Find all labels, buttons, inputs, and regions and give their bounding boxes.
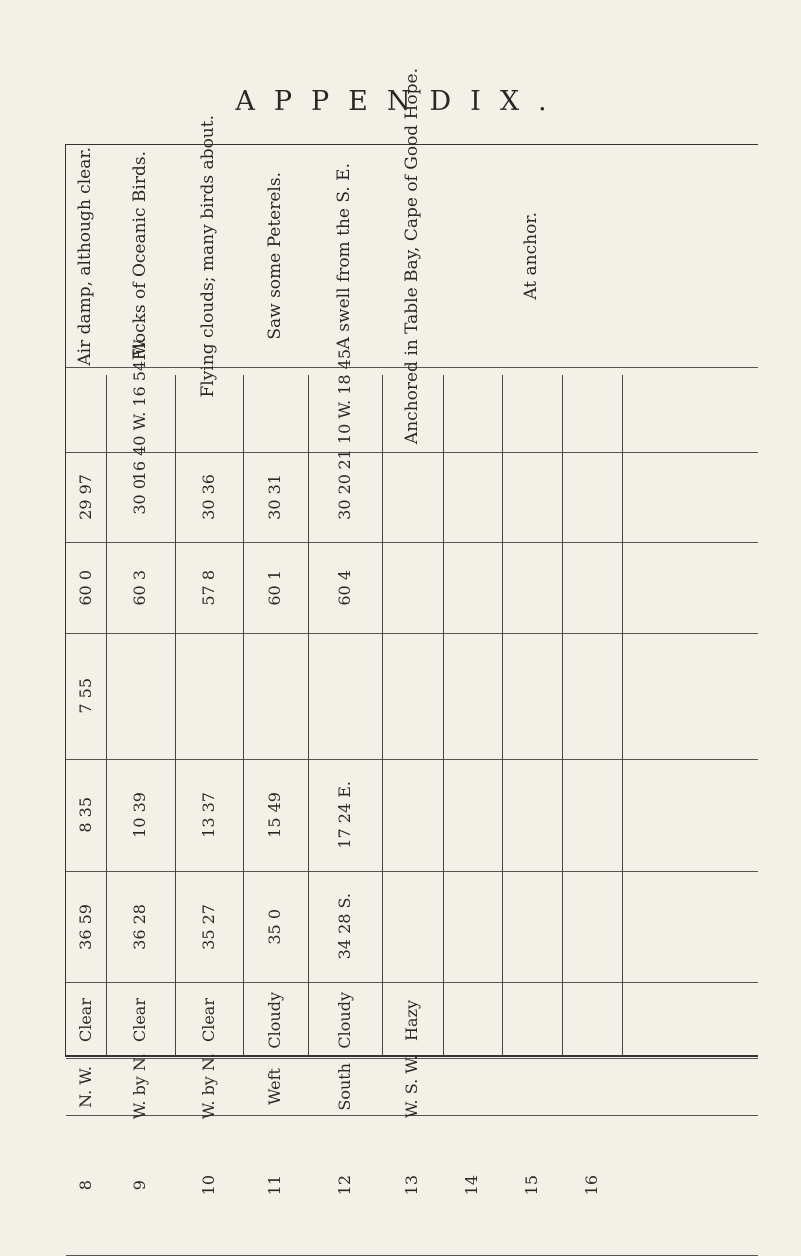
table-cell bbox=[66, 759, 106, 871]
table-cell bbox=[562, 1115, 622, 1255]
table-cell bbox=[308, 633, 382, 759]
table-cell bbox=[502, 542, 562, 633]
table-cell bbox=[382, 367, 443, 452]
table-cell bbox=[308, 349, 382, 470]
cell-text: 7 55 bbox=[75, 678, 95, 714]
table-row-longitude bbox=[66, 759, 758, 872]
table-cell bbox=[443, 367, 502, 452]
cell-text: 13 37 bbox=[198, 792, 218, 838]
table-cell bbox=[308, 982, 382, 1058]
column-rule bbox=[562, 375, 563, 1055]
table-cell bbox=[243, 759, 308, 871]
cell-text: 30 31 bbox=[265, 474, 285, 520]
table-cell bbox=[175, 542, 243, 633]
cell-text: 60 3 bbox=[130, 569, 150, 606]
table-cell bbox=[502, 145, 562, 367]
page-title: APPENDIX. bbox=[235, 86, 566, 117]
table-cell bbox=[502, 633, 562, 759]
table-cell bbox=[66, 367, 106, 452]
table-cell bbox=[382, 982, 443, 1058]
table-cell bbox=[562, 759, 622, 871]
table-cell bbox=[243, 542, 308, 633]
column-rule bbox=[382, 375, 383, 1055]
table-cell bbox=[66, 982, 106, 1058]
cell-text: 30 20 bbox=[334, 474, 354, 520]
table-cell bbox=[175, 633, 243, 759]
table-row-unused bbox=[66, 633, 758, 760]
table-cell bbox=[243, 982, 308, 1058]
table-cell bbox=[382, 871, 443, 982]
table-cell bbox=[562, 633, 622, 759]
table-cell bbox=[66, 1058, 106, 1115]
table-cell bbox=[175, 114, 243, 398]
cell-text: 29 97 bbox=[75, 474, 95, 520]
cell-text: 35 27 bbox=[198, 903, 218, 950]
table-cell bbox=[443, 452, 502, 542]
table-cell bbox=[443, 633, 502, 759]
table-cell bbox=[443, 1058, 502, 1115]
cell-text: 12 bbox=[334, 1174, 354, 1196]
table-cell bbox=[175, 367, 243, 452]
table-cell bbox=[502, 982, 562, 1058]
cell-text: 15 49 bbox=[265, 792, 285, 838]
table-cell bbox=[502, 871, 562, 982]
table-cell bbox=[175, 1053, 243, 1120]
cell-text: 9 bbox=[130, 1179, 150, 1191]
cell-text: 14 bbox=[462, 1174, 482, 1196]
table-cell bbox=[443, 145, 502, 367]
cell-text: 16 bbox=[581, 1174, 601, 1196]
table-row-wind bbox=[66, 1053, 758, 1120]
table-cell bbox=[562, 367, 622, 452]
table-cell bbox=[175, 759, 243, 871]
cell-text: 36 28 bbox=[130, 903, 150, 950]
column-rule bbox=[175, 375, 176, 1055]
cell-text: Hazy bbox=[402, 999, 422, 1041]
cell-text: 16 40 W. 16 54 W. bbox=[130, 337, 150, 482]
cell-text: 30 36 bbox=[198, 474, 218, 520]
table-cell bbox=[562, 871, 622, 982]
table-cell bbox=[502, 1115, 562, 1255]
cell-text: 35 0 bbox=[265, 908, 285, 945]
table-cell bbox=[502, 367, 562, 452]
cell-text: Clear bbox=[198, 997, 218, 1042]
cell-text: 60 0 bbox=[75, 569, 95, 606]
table-cell bbox=[443, 982, 502, 1058]
table-cell bbox=[443, 542, 502, 633]
column-rule bbox=[243, 375, 244, 1055]
table-cell bbox=[66, 452, 106, 542]
cell-text: Cloudy bbox=[334, 991, 354, 1049]
table-cell bbox=[308, 1115, 382, 1255]
table-cell bbox=[562, 452, 622, 542]
table-cell bbox=[66, 145, 106, 367]
table-cell bbox=[106, 1053, 175, 1120]
table-cell bbox=[308, 452, 382, 542]
table-row-day bbox=[66, 1115, 758, 1256]
table-cell bbox=[562, 145, 622, 367]
table-cell bbox=[106, 759, 175, 871]
cell-text: 10 39 bbox=[130, 792, 150, 838]
table-cell bbox=[106, 145, 175, 367]
cell-text: 15 bbox=[521, 1174, 541, 1196]
table-cell bbox=[308, 759, 382, 871]
table-cell bbox=[308, 145, 382, 367]
table-cell bbox=[308, 1058, 382, 1115]
table-cell bbox=[502, 759, 562, 871]
column-rule bbox=[443, 375, 444, 1055]
table-cell bbox=[66, 1115, 106, 1255]
table-cell bbox=[243, 633, 308, 759]
cell-text: Flocks of Oceanic Birds. bbox=[129, 151, 150, 361]
cell-text: 30 0 bbox=[130, 479, 150, 515]
table-cell bbox=[243, 871, 308, 982]
table-cell bbox=[66, 871, 106, 982]
table-cell bbox=[106, 542, 175, 633]
table-cell bbox=[66, 542, 106, 633]
table-cell bbox=[243, 452, 308, 542]
table-cell bbox=[562, 1058, 622, 1115]
table-row-latitude bbox=[66, 871, 758, 983]
cell-text: A swell from the S. E. bbox=[334, 162, 355, 350]
table-cell bbox=[243, 367, 308, 452]
table-cell bbox=[382, 542, 443, 633]
cell-text: N. W. bbox=[75, 1065, 95, 1108]
cell-text: 8 bbox=[75, 1179, 95, 1191]
table-cell bbox=[175, 871, 243, 982]
table-row-thermometer bbox=[66, 542, 758, 634]
table-cell bbox=[175, 452, 243, 542]
cell-text: W. S. W. bbox=[402, 1054, 422, 1119]
cell-text: 36 59 bbox=[75, 903, 95, 950]
column-rule bbox=[622, 375, 623, 1055]
table-cell bbox=[243, 1058, 308, 1115]
column-rule bbox=[106, 375, 107, 1055]
cell-text: 60 1 bbox=[265, 569, 285, 606]
table-cell bbox=[106, 982, 175, 1058]
table-cell bbox=[106, 337, 175, 482]
cell-text: South bbox=[334, 1062, 354, 1111]
table-cell bbox=[175, 982, 243, 1058]
table-cell bbox=[106, 452, 175, 542]
table-cell bbox=[66, 633, 106, 759]
cell-text: Saw some Peterels. bbox=[264, 172, 285, 340]
cell-text: At anchor. bbox=[521, 212, 542, 300]
column-rule bbox=[502, 375, 503, 1055]
table-cell bbox=[502, 1058, 562, 1115]
cell-text: 17 24 E. bbox=[334, 781, 354, 849]
table-cell bbox=[106, 871, 175, 982]
table-cell bbox=[502, 452, 562, 542]
cell-text: 34 28 S. bbox=[334, 893, 354, 960]
cell-text: Flying clouds; many birds about. bbox=[198, 114, 219, 398]
table-cell bbox=[106, 1115, 175, 1255]
cell-text: 21 10 W. 18 45 bbox=[334, 349, 354, 470]
table-cell bbox=[382, 1054, 443, 1119]
table-row-weather bbox=[66, 982, 758, 1059]
cell-text: 57 8 bbox=[198, 569, 218, 606]
table-cell bbox=[443, 871, 502, 982]
table-cell bbox=[243, 1115, 308, 1255]
table-cell bbox=[175, 1115, 243, 1255]
cell-text: 60 4 bbox=[334, 569, 354, 606]
table-row-variation bbox=[66, 337, 758, 482]
table-cell bbox=[562, 542, 622, 633]
cell-text: 10 bbox=[198, 1174, 218, 1196]
table-cell bbox=[443, 1115, 502, 1255]
column-rule bbox=[308, 375, 309, 1055]
table-cell bbox=[562, 982, 622, 1058]
cell-text: 8 35 bbox=[75, 797, 95, 833]
cell-text: 11 bbox=[265, 1174, 285, 1196]
table-cell bbox=[382, 633, 443, 759]
table-cell bbox=[308, 542, 382, 633]
cell-text: Anchored in Table Bay, Cape of Good Hope. bbox=[401, 67, 422, 445]
cell-text: Clear bbox=[75, 997, 95, 1042]
table-cell bbox=[106, 633, 175, 759]
table-cell bbox=[382, 1115, 443, 1255]
cell-text: Clear bbox=[130, 997, 150, 1042]
table-cell bbox=[382, 452, 443, 542]
table-row-bar_inches bbox=[66, 452, 758, 543]
table-cell bbox=[308, 871, 382, 982]
cell-text: Weft bbox=[265, 1068, 285, 1105]
cell-text: Cloudy bbox=[265, 991, 285, 1049]
cell-text: W. by N. bbox=[198, 1053, 218, 1120]
table-cell bbox=[243, 145, 308, 367]
cell-text: Air damp, although clear. bbox=[75, 146, 96, 366]
table-cell bbox=[382, 759, 443, 871]
table-cell bbox=[443, 759, 502, 871]
table-cell bbox=[382, 67, 443, 445]
cell-text: W. by N. bbox=[130, 1053, 150, 1120]
cell-text: 13 bbox=[402, 1174, 422, 1196]
